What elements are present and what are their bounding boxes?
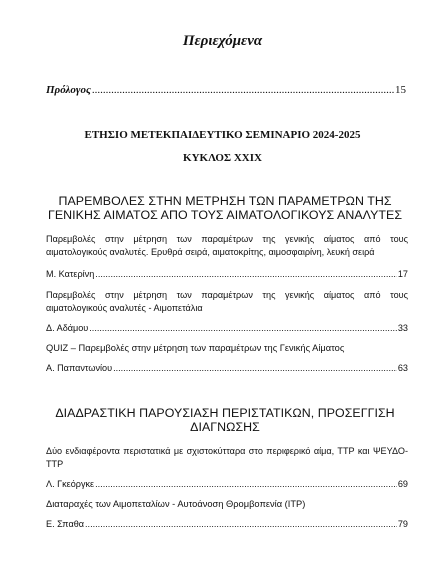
entry-page: 69: [397, 479, 408, 489]
entry-author: Α. Παπαντωνίου: [46, 363, 113, 373]
toc-entry-title[interactable]: Διαταραχές των Αιμοπεταλίων - Αυτοάνοση Θρομβοπενία (ΙΤΡ): [46, 499, 306, 509]
dot-leader: [89, 323, 397, 333]
section-heading: [40, 194, 410, 222]
prologue-label: Πρόλογος: [46, 84, 91, 96]
toc-entry-author-line[interactable]: [46, 323, 408, 333]
dot-leader: [113, 363, 397, 373]
entry-author: Λ. Γκεόργκε: [46, 479, 95, 489]
toc-entry-author-line[interactable]: [46, 363, 408, 373]
dot-leader: [95, 479, 397, 489]
seminar-title: ΕΤΗΣΙΟ ΜΕΤΕΚΠΑΙΔΕΥΤΙΚΟ ΣΕΜΙΝΑΡΙΟ 2024-2025: [84, 129, 361, 141]
entry-page: 63: [397, 363, 408, 373]
entry-page: 79: [397, 519, 408, 529]
entry-author: Ε. Σπαθα: [46, 519, 85, 529]
entry-author: Μ. Κατερίνη: [46, 269, 95, 279]
section-heading-line: ΔΙΑΓΝΩΣΗΣ: [190, 420, 260, 434]
entry-page: 33: [397, 323, 408, 333]
toc-entry-author-line[interactable]: [46, 479, 408, 489]
toc-entry-author-line[interactable]: [46, 519, 408, 529]
seminar-cycle: ΚΥΚΛΟΣ XXIX: [183, 152, 262, 164]
section-heading-line: ΓΕΝΙΚΗΣ ΑΙΜΑΤΟΣ ΑΠΟ ΤΟΥΣ ΑΙΜΑΤΟΛΟΓΙΚΟΥΣ ΑΝΑΛΥΤΕΣ: [47, 208, 403, 222]
dot-leader: [95, 269, 397, 279]
toc-entry-prologue[interactable]: [46, 84, 406, 96]
toc-entry-title[interactable]: Δύο ενδιαφέροντα περιστατικά με σχιστοκύτταρα στο περιφερικό αίμα, ΤΤΡ και ΨΕΥΔΟ-ΤΤΡ: [46, 446, 408, 469]
dot-leader: [85, 519, 397, 529]
prologue-page: 15: [395, 84, 406, 96]
entry-author: Δ. Αδάμου: [46, 323, 89, 333]
page-title: Περιεχόμενα: [182, 33, 263, 49]
toc-entry-title[interactable]: QUIZ – Παρεμβολές στην μέτρηση των παραμέτρων της Γενικής Αίματος: [46, 343, 345, 353]
section-heading-line: ΠΑΡΕΜΒΟΛΕΣ ΣΤΗΝ ΜΕΤΡΗΣΗ ΤΩΝ ΠΑΡΑΜΕΤΡΩΝ ΤΗΣ: [58, 194, 392, 208]
toc-entry-author-line[interactable]: [46, 269, 408, 279]
entry-page: 17: [397, 269, 408, 279]
section-heading: [40, 406, 410, 434]
toc-entry-title[interactable]: Παρεμβολές στην μέτρηση των παραμέτρων της γενικής αίματος από τους αιματολογικούς αναλυτές - Αιμοπετάλια: [46, 290, 408, 313]
section-heading-line: ΔΙΑΔΡΑΣΤΙΚΗ ΠΑΡΟΥΣΙΑΣΗ ΠΕΡΙΣΤΑΤΙΚΩΝ, ΠΡΟΣΕΓΓΙΣΗ: [55, 406, 395, 420]
dot-leader: [92, 84, 394, 96]
toc-entry-title[interactable]: Παρεμβολές στην μέτρηση των παραμέτρων της γενικής αίματος από τους αιματολογικούς αναλυτές. Ερυθρά σειρά, αιματοκρίτης, αιμοσφαιρίνη, λευκή σειρά: [46, 234, 408, 257]
